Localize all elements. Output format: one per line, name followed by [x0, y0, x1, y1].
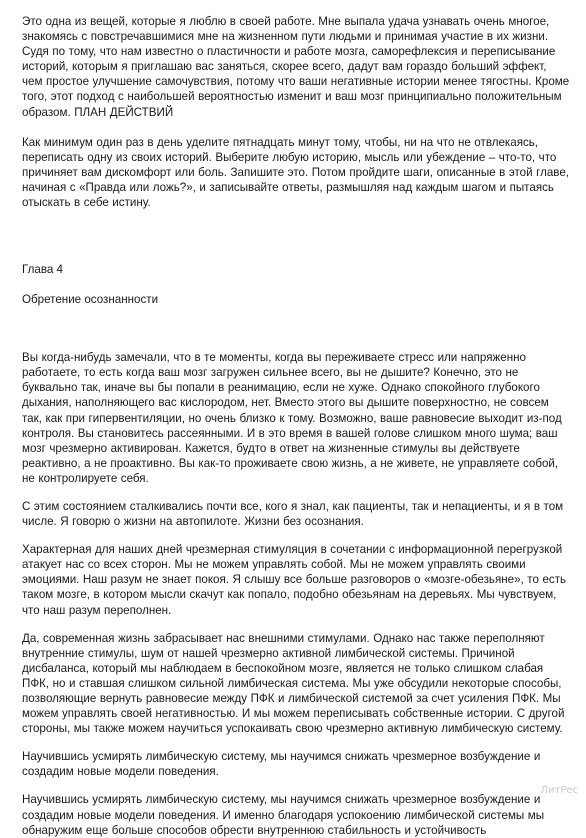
chapter-title: Обретение осознанности: [22, 293, 159, 307]
paragraph-body-2: С этим состоянием сталкивались почти все, кого я знал, как пациенты, так и непациенты, и я в том числе. Я говорю о жизни на автопилоте. Жизни без осознания.: [22, 499, 564, 529]
paragraph-body-1: Вы когда-нибудь замечали, что в те моменты, когда вы переживаете стресс или напряженно работаете, то есть когда ваш мозг загружен сильнее всего, вы не дышите? Конечно, это не буквально так, иначе вы бы попали в реанимацию, если не хуже. Однако спокойного глубокого дыхания, наполняющего вас кислородом, нет. Вместо этого вы дышите поверхностно, не совсем так, как при гипервентиляции, но очень близко к тому. Возможно, ваше равновесие выходит из-под контроля. Вы становитесь рассеянными. И в это время в вашей голове слишком много шума; ваш мозг чрезмерно активирован. Кажется, будто в ответ на жизненные стимулы вы действуете реактивно, а не проактивно. Вы как-то проживаете свою жизнь, а не живете, не управляете собой, не контролируете себя.: [22, 351, 562, 485]
paragraph-body-6: Научившись усмирять лимбическую систему, мы научимся снижать чрезмерное возбуждение и создадим новые модели поведения. И именно благодаря успокоению лимбической системы мы обнаружим еще больше способов обрести внутреннюю стабильность и устойчивость: [22, 793, 545, 837]
paragraph-intro: Это одна из вещей, которые я люблю в своей работе. Мне выпала удача узнавать очень многое, знакомясь с повстречавшимися мне на жизненном пути людьми и принимая участие в их жизни. Судя по тому, что нам известно о пластичности и работе мозга, саморефлексия и переписывание историй, которым я приглашаю вас заняться, скорее всего, дадут вам гораздо больший эффект, чем простое улучшение самочувствия, потому что ваши негативные истории менее тягостны. Кроме того, этот подход с наибольшей вероятностью изменит и ваш мозг принципиально положительным образом. ПЛАН ДЕЙСТВИЙ: [22, 15, 570, 119]
chapter-number: Глава 4: [22, 263, 63, 277]
paragraph-body-3: Характерная для наших дней чрезмерная стимуляция в сочетании с информационной перегрузкой атакует нас со всех сторон. Мы не можем управлять собой. Мы не можем управлять своими эмоциями. Наш разум не знает покоя. Я слышу все больше разговоров о «мозге-обезьяне», то есть таком мозге, в котором мысли скачут как попало, подобно обезьянам на деревьях. Мы чувствуем, что наш разум переполнен.: [22, 543, 567, 617]
watermark: ЛитРес: [540, 785, 578, 796]
paragraph-body-5: Научившись усмирять лимбическую систему, мы научимся снижать чрезмерное возбуждение и создадим новые модели поведения.: [22, 750, 541, 779]
paragraph-body-4: Да, современная жизнь забрасывает нас внешними стимулами. Однако нас также переполняют внутренние стимулы, шум от нашей чрезмерно активной лимбической системы. Причиной дисбаланса, который мы наблюдаем в беспокойном мозге, является не только слишком слабая ПФК, но и ставшая слишком сильной лимбическая система. Мы уже обсудили некоторые способы, позволяющие вернуть равновесие между ПФК и лимбической системой за счет усиления ПФК. Мы можем управлять своей негативностью. И мы можем переписывать собственные истории. С другой стороны, мы также можем научиться успокаивать свою чрезмерно активную лимбическую систему.: [22, 631, 565, 736]
page: [22, 14, 570, 838]
paragraph-action-plan: Как минимум один раз в день уделите пятнадцать минут тому, чтобы, ни на что не отвлекаясь, переписать одну из своих историй. Выберите любую историю, мысль или убеждение – что-то, что причиняет вам дискомфорт или боль. Запишите это. Потом пройдите шаги, описанные в этой главе, начиная с «Правда или ложь?», и записывайте ответы, размышляя над каждым шагом и пытаясь отыскать в себе истину.: [22, 135, 569, 210]
